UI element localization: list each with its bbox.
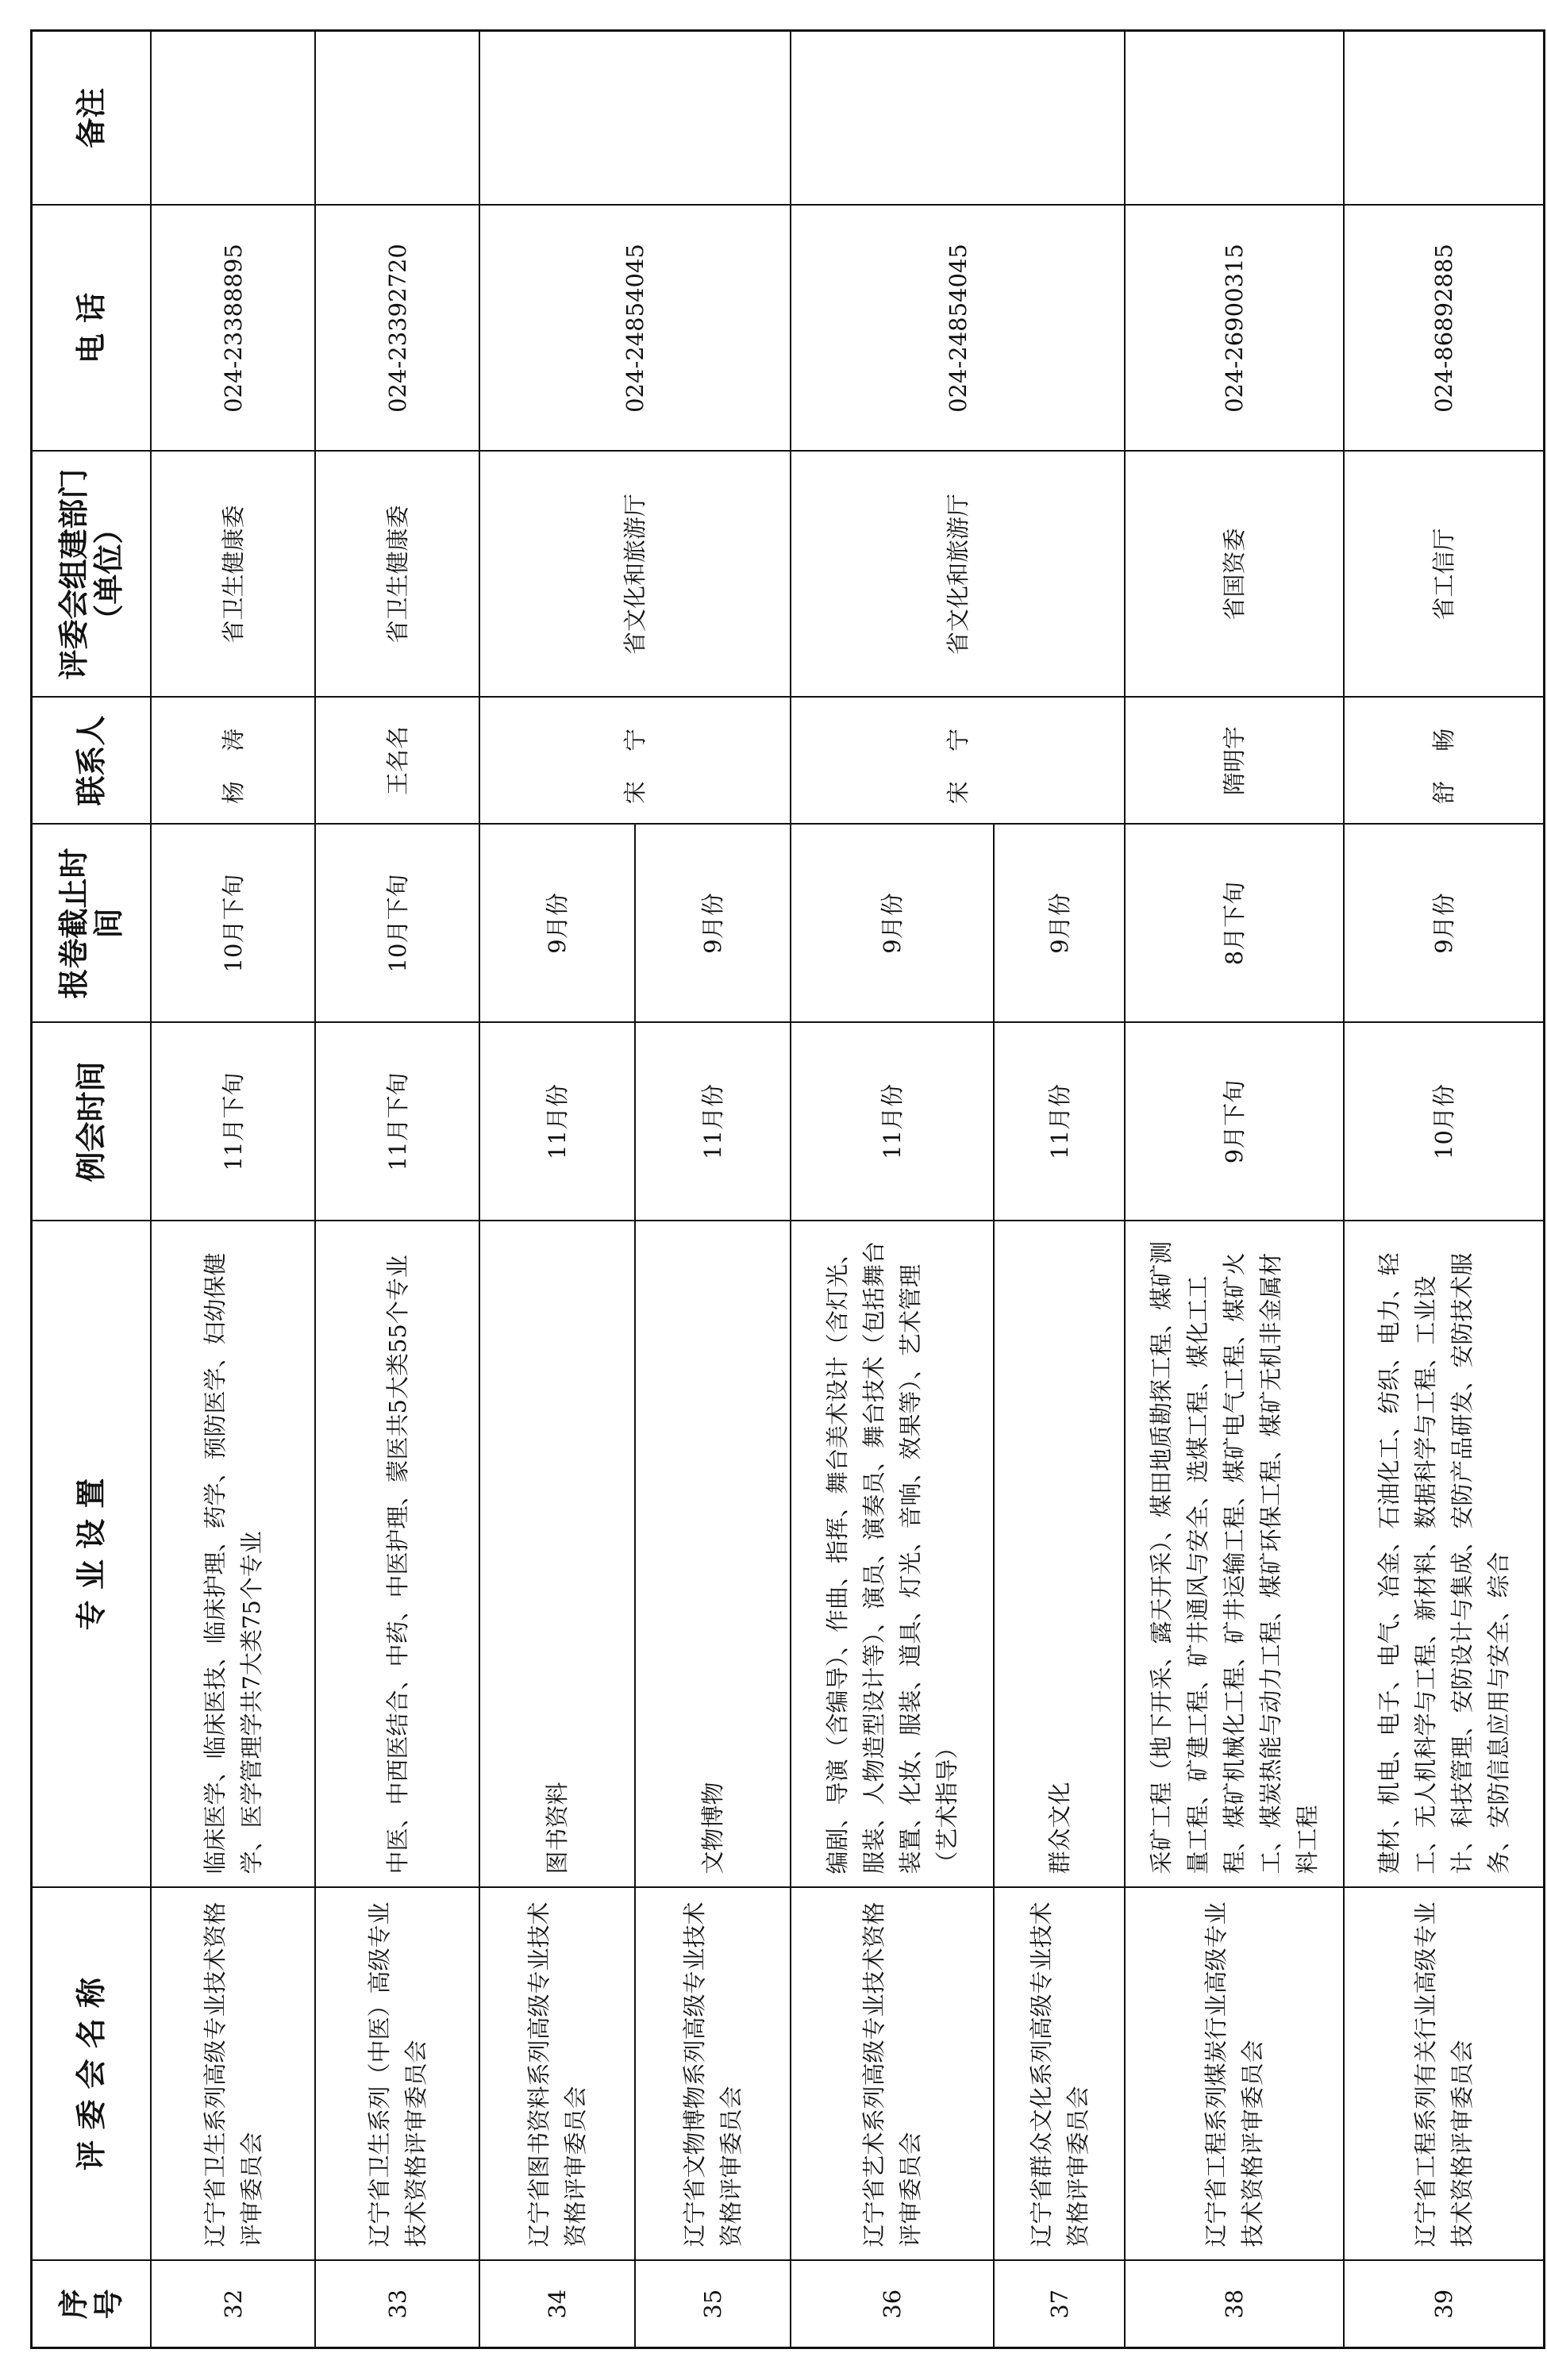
- cell-name: 辽宁省群众文化系列高级专业技术资格评审委员会: [994, 1888, 1125, 2261]
- cell-majors: 图书资料: [479, 1221, 635, 1888]
- cell-deadline: 9月份: [1344, 825, 1544, 1023]
- cell-name: 辽宁省卫生系列高级专业技术资格评审委员会: [151, 1888, 315, 2261]
- cell-contact: 杨 涛: [151, 698, 315, 825]
- header-row: [32, 31, 152, 2348]
- cell-phone: 024-86892885: [1344, 206, 1544, 452]
- cell-dept: 省文化和旅游厅: [479, 452, 791, 698]
- cell-seq: 33: [315, 2261, 479, 2348]
- cell-seq: 35: [635, 2261, 791, 2348]
- table-row: [315, 31, 479, 2348]
- cell-name: 辽宁省工程系列有关行业高级专业技术资格评审委员会: [1344, 1888, 1544, 2261]
- cell-contact: 舒 畅: [1344, 698, 1544, 825]
- cell-majors: 临床医学、临床医技、临床护理、药学、预防医学、妇幼保健学、医学管理学共7大类75个专业: [151, 1221, 315, 1888]
- cell-majors: 采矿工程（地下开采、露天开采）、煤田地质勘探工程、煤矿测量工程、矿建工程、矿井通风与安全、选煤工程、煤化工工程、煤矿机械化工程、矿井运输工程、煤矿电气工程、煤矿火工、煤炭热能与动力工程、煤矿环保工程、煤矿无机非金属材料工程: [1125, 1221, 1344, 1888]
- cell-seq: 34: [479, 2261, 635, 2348]
- cell-contact: 隋明宇: [1125, 698, 1344, 825]
- cell-majors: 建材、机电、电子、电气、冶金、石油化工、纺织、电力、轻工、无人机科学与工程、新材料、数据科学与工程、工业设计、科技管理、安防设计与集成、安防产品研发、安防技术服务、安防信息应用与安全、综合: [1344, 1221, 1544, 1888]
- cell-name: 辽宁省文物博物系列高级专业技术资格评审委员会: [635, 1888, 791, 2261]
- cell-contact: 王名名: [315, 698, 479, 825]
- cell-dept: 省文化和旅游厅: [791, 452, 1125, 698]
- cell-majors: 中医、中西医结合、中药、中医护理、蒙医共5大类55个专业: [315, 1221, 479, 1888]
- cell-phone: 024-24854045: [479, 206, 791, 452]
- cell-dept: 省工信厅: [1344, 452, 1544, 698]
- header-note: 备注: [32, 31, 152, 206]
- table-row: [151, 31, 315, 2348]
- table-row: [1344, 31, 1544, 2348]
- cell-dept: 省国资委: [1125, 452, 1344, 698]
- cell-name: 辽宁省卫生系列（中医）高级专业技术资格评审委员会: [315, 1888, 479, 2261]
- cell-name: 辽宁省艺术系列高级专业技术资格评审委员会: [791, 1888, 994, 2261]
- cell-majors: 编剧、导演（含编导）、作曲、指挥、舞台美术设计（含灯光、服装、人物造型设计等）、演员、演奏员、舞台技术（包括舞台装置、化妆、服装、道具、灯光、音响、效果等）、艺术管理（艺术指导）: [791, 1221, 994, 1888]
- cell-seq: 32: [151, 2261, 315, 2348]
- cell-dept: 省卫生健康委: [315, 452, 479, 698]
- cell-phone: 024-26900315: [1125, 206, 1344, 452]
- header-contact: 联系人: [32, 698, 152, 825]
- cell-contact: 宋 宁: [479, 698, 791, 825]
- committee-table: [30, 29, 1545, 2349]
- cell-majors: 群众文化: [994, 1221, 1125, 1888]
- header-deadline: 报卷截止时间: [32, 825, 152, 1023]
- cell-meeting: 11月份: [994, 1023, 1125, 1221]
- cell-name: 辽宁省工程系列煤炭行业高级专业技术资格评审委员会: [1125, 1888, 1344, 2261]
- cell-meeting: 9月下旬: [1125, 1023, 1344, 1221]
- cell-note: [1125, 31, 1344, 206]
- cell-seq: 39: [1344, 2261, 1544, 2348]
- cell-contact: 宋 宁: [791, 698, 1125, 825]
- table-row: [1125, 31, 1344, 2348]
- cell-meeting: 11月下旬: [151, 1023, 315, 1221]
- header-majors: 专 业 设 置: [32, 1221, 152, 1888]
- header-name: 评 委 会 名 称: [32, 1888, 152, 2261]
- header-dept: 评委会组建部门（单位）: [32, 452, 152, 698]
- cell-name: 辽宁省图书资料系列高级专业技术资格评审委员会: [479, 1888, 635, 2261]
- cell-meeting: 11月份: [635, 1023, 791, 1221]
- cell-note: [479, 31, 791, 206]
- table-row: [791, 31, 994, 2348]
- header-phone: 电 话: [32, 206, 152, 452]
- cell-phone: 024-23392720: [315, 206, 479, 452]
- header-meeting: 例会时间: [32, 1023, 152, 1221]
- header-seq: 序号: [32, 2261, 152, 2348]
- cell-seq: 37: [994, 2261, 1125, 2348]
- cell-deadline: 8月下旬: [1125, 825, 1344, 1023]
- cell-phone: 024-24854045: [791, 206, 1125, 452]
- cell-meeting: 10月份: [1344, 1023, 1544, 1221]
- cell-note: [315, 31, 479, 206]
- cell-note: [791, 31, 1125, 206]
- cell-seq: 38: [1125, 2261, 1344, 2348]
- cell-seq: 36: [791, 2261, 994, 2348]
- cell-meeting: 11月份: [791, 1023, 994, 1221]
- cell-deadline: 9月份: [791, 825, 994, 1023]
- cell-majors: 文物博物: [635, 1221, 791, 1888]
- cell-meeting: 11月下旬: [315, 1023, 479, 1221]
- cell-phone: 024-23388895: [151, 206, 315, 452]
- cell-deadline: 9月份: [479, 825, 635, 1023]
- cell-deadline: 10月下旬: [315, 825, 479, 1023]
- cell-note: [151, 31, 315, 206]
- cell-deadline: 10月下旬: [151, 825, 315, 1023]
- cell-deadline: 9月份: [994, 825, 1125, 1023]
- cell-meeting: 11月份: [479, 1023, 635, 1221]
- cell-note: [1344, 31, 1544, 206]
- cell-dept: 省卫生健康委: [151, 452, 315, 698]
- table-row: [479, 31, 635, 2348]
- cell-deadline: 9月份: [635, 825, 791, 1023]
